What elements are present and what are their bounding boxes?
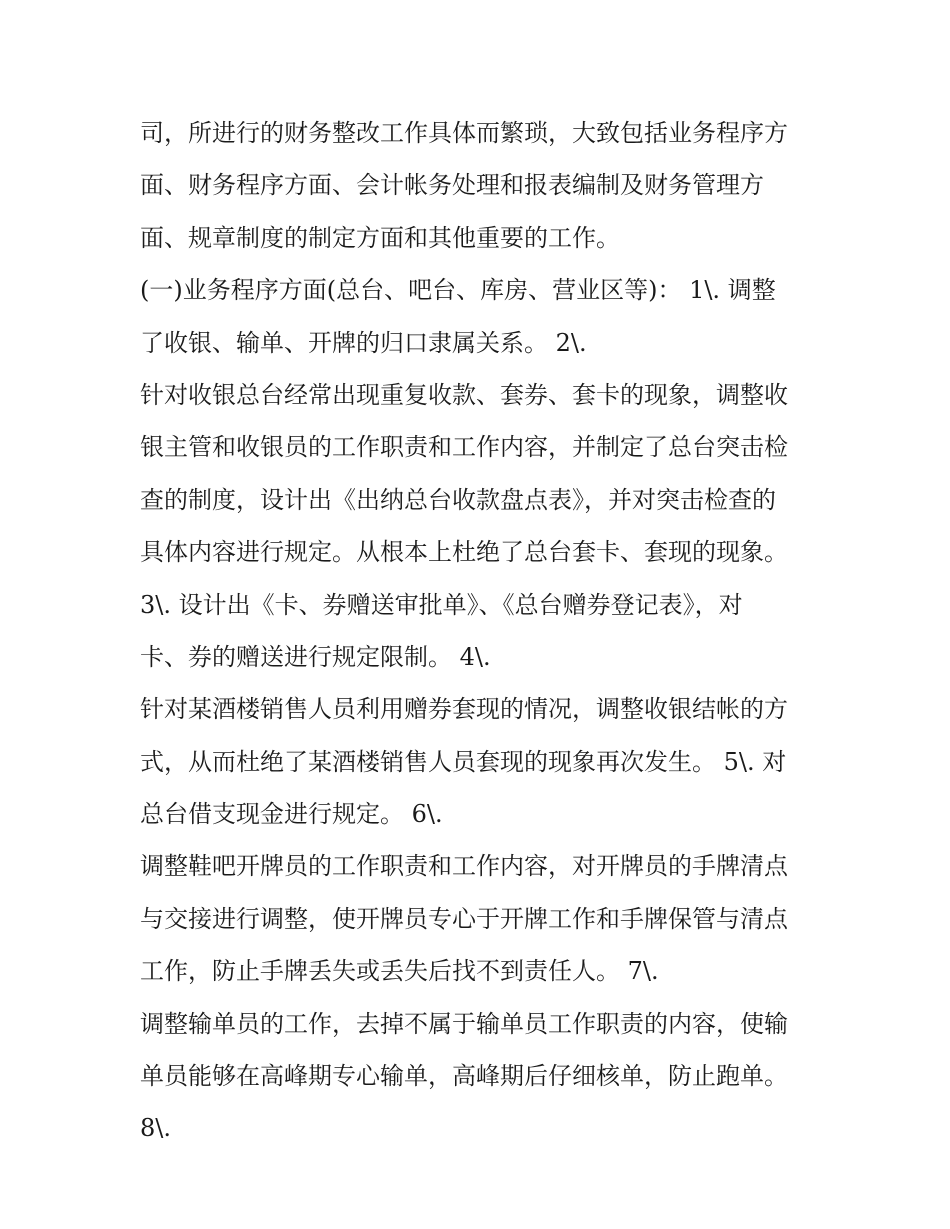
text-line: 总台借支现金进行规定。 6\. (140, 800, 443, 829)
text-line: 了收银、输单、开牌的归口隶属关系。 2\. (140, 328, 587, 357)
text-line: 面、财务程序方面、会计帐务处理和报表编制及财务管理方 (140, 171, 764, 200)
text-line: 3\. 设计出《卡、券赠送审批单》、《总台赠券登记表》，对 (140, 590, 743, 619)
text-line: 调整鞋吧开牌员的工作职责和工作内容，对开牌员的手牌清点 (140, 852, 788, 881)
text-line: 工作，防止手牌丢失或丢失后找不到责任人。 7\. (140, 957, 659, 986)
text-line: 单员能够在高峰期专心输单，高峰期后仔细核单，防止跑单。 (140, 1062, 788, 1091)
text-line: 式，从而杜绝了某酒楼销售人员套现的现象再次发生。 5\. 对 (140, 747, 787, 776)
text-line: 具体内容进行规定。从根本上杜绝了总台套卡、套现的现象。 (140, 538, 788, 567)
text-line: 8\. (140, 1114, 171, 1143)
text-line: 查的制度，设计出《出纳总台收款盘点表》，并对突击检查的 (140, 485, 776, 514)
text-line: 针对某酒楼销售人员利用赠券套现的情况，调整收银结帐的方 (140, 695, 788, 724)
text-line: 卡、券的赠送进行规定限制。 4\. (140, 642, 491, 671)
text-line: 调整输单员的工作，去掉不属于输单员工作职责的内容，使输 (140, 1009, 788, 1038)
text-line: 与交接进行调整，使开牌员专心于开牌工作和手牌保管与清点 (140, 904, 788, 933)
text-line: 司，所进行的财务整改工作具体而繁琐，大致包括业务程序方 (140, 119, 788, 147)
text-line: 银主管和收银员的工作职责和工作内容，并制定了总台突击检 (140, 433, 788, 462)
text-line: (一)业务程序方面(总台、吧台、库房、营业区等)： 1\. 调整 (140, 276, 776, 305)
text-line: 面、规章制度的制定方面和其他重要的工作。 (140, 223, 620, 252)
body-text (140, 107, 820, 1155)
text-line: 针对收银总台经常出现重复收款、套券、套卡的现象，调整收 (140, 380, 788, 409)
